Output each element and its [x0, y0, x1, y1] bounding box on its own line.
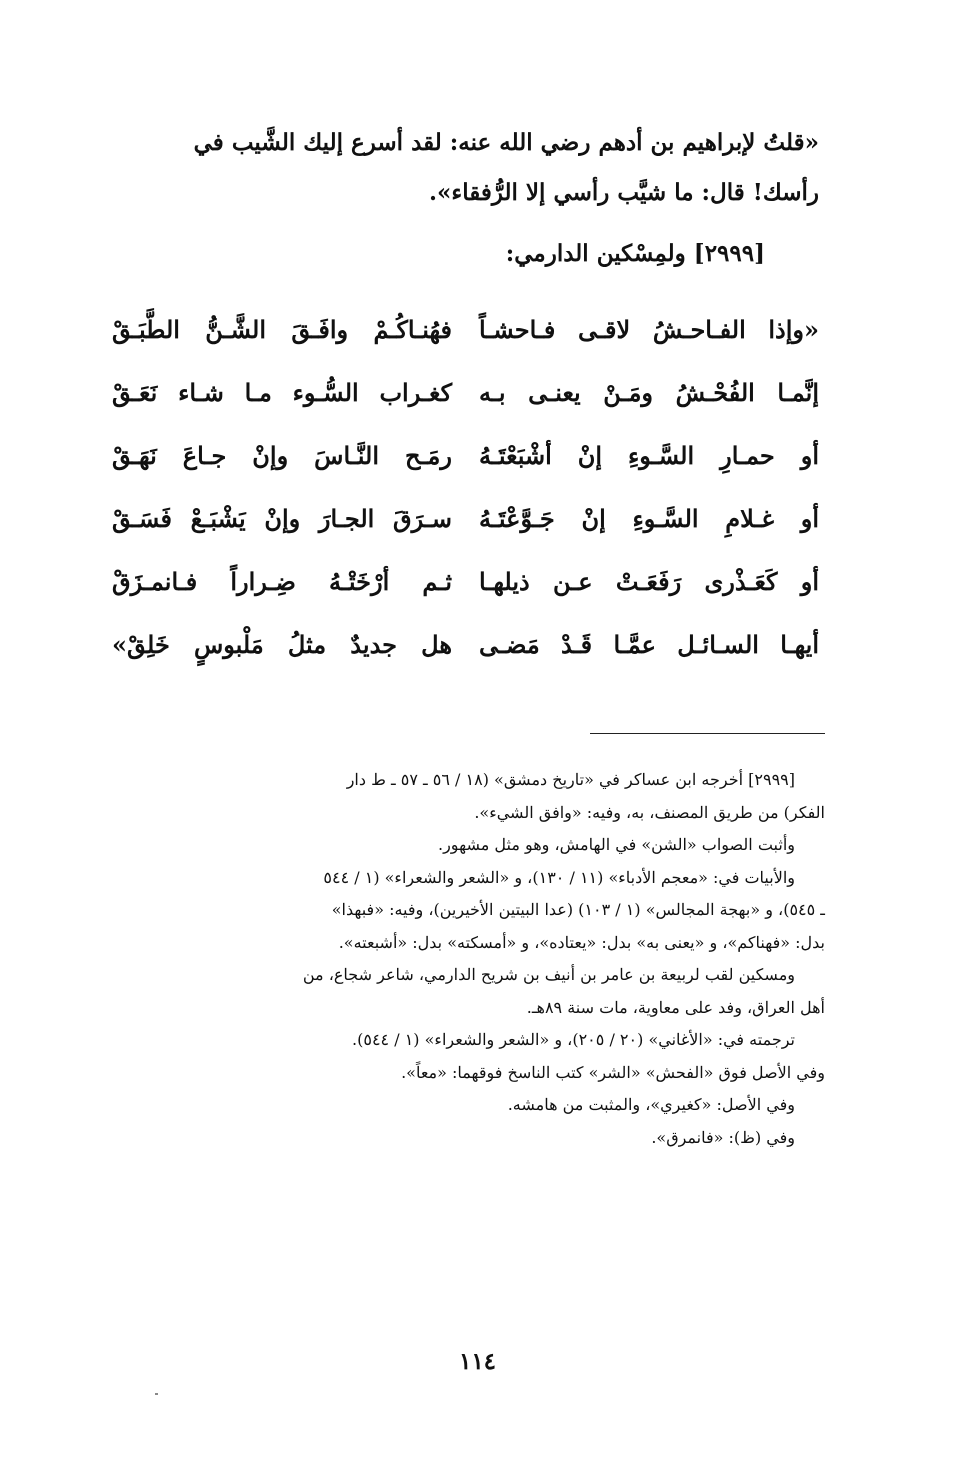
- verse-first-hemistich: أيهـا السـائـل عمَّـا قَـدْ مَضـى: [479, 630, 819, 659]
- footnote-line: وأثبت الصواب «الشن» في الهامش، وهو مثل مشهور.: [437, 835, 795, 854]
- footnotes: [113, 764, 825, 1154]
- verse-second-hemistich: هل جديدٌ مثلُ مَلْبوسٍ خَلِقْ»: [112, 630, 452, 659]
- verse-4: [112, 487, 819, 550]
- footnote-line: وفي الأصل فوق «الفحش» «الشر» كتب الناسخ فوقهما: «معاً».: [401, 1062, 825, 1082]
- footnote-line: وفي (ظ): «فانمرق».: [651, 1127, 795, 1147]
- verse-first-hemistich: أو كَعَـذْرى رَفَعَـتْ عـن ذيلهـا: [479, 567, 819, 596]
- scan-speck: [155, 1393, 158, 1395]
- verse-first-hemistich: أو غـلامِ السَّـوءِ إنْ جَـوَّعْتَـهُ: [479, 504, 819, 533]
- main-text: [99, 118, 819, 218]
- footnote-line: أهل العراق، وفد على معاوية، مات سنة ٨٩هـ.: [526, 997, 825, 1017]
- verse-second-hemistich: سـرَقَ الجـارَ وإنْ يَشْبَـعْ فَسَـقْ: [112, 504, 452, 533]
- footnote-line: ـ ٥٤٥)، و «بهجة المجالس» (١ / ١٠٣) (عدا البيتين الأخيرين)، وفيه: «فبهذا»: [331, 900, 825, 919]
- footnote-line: والأبيات في: «معجم الأدباء» (١١ / ١٣٠)، و «الشعر والشعراء» (١ / ٥٤٤: [323, 867, 795, 887]
- page-number: ١١٤: [458, 1348, 497, 1375]
- footnote-line: بدل: «فهناكم»، و «يعنى به» بدل: «يعتاده»، و «أمسكته» بدل: «أشبعته».: [338, 932, 825, 952]
- verse-first-hemistich: أو حمـارِ السَّـوءِ إنْ أشْبَعْتَـهُ: [479, 441, 819, 470]
- verse-1: [112, 298, 819, 361]
- verse-3: [112, 424, 819, 487]
- main-text-line-2: رأسك! قال: ما شيَّب رأسي إلا الرُّفقاء».: [429, 179, 819, 206]
- footnote-line: ترجمته في: «الأغاني» (٢٠ / ٢٠٥)، و «الشعر والشعراء» (١ / ٥٤٤).: [352, 1030, 795, 1049]
- footnote-line: [٢٩٩٩] أخرجه ابن عساكر في «تاريخ دمشق» (١٨ / ٥٦ ـ ٥٧ ـ ط دار: [346, 770, 795, 789]
- footnote-line: وفي الأصل: «كغيري»، والمثبت من هامشه.: [507, 1095, 795, 1114]
- poem-introduction: [٢٩٩٩] ولمِسْكين الدارمي:: [505, 240, 765, 267]
- verse-5: [112, 550, 819, 613]
- footnote-line: الفكر) من طريق المصنف، به، وفيه: «وافق الشيء».: [474, 802, 825, 822]
- verse-first-hemistich: إنَّمـا الفُحْـشُ ومَـنْ يعنـى بـه: [479, 378, 819, 407]
- verse-2: [112, 361, 819, 424]
- verse-second-hemistich: رمَـح النَّـاسَ وإنْ جـاعَ نَهَـقْ: [112, 441, 452, 470]
- poem: [112, 298, 819, 676]
- verse-second-hemistich: فهُنـاكُـمْ وافَـقَ الشَّـنُّ الطَّبَـقْ: [112, 315, 452, 344]
- verse-second-hemistich: ثـم أرْخَتْـهُ ضِـراراً فـانمـزَقْ: [112, 567, 452, 596]
- main-text-line-1: «قلتُ لإبراهيم بن أدهم رضي الله عنه: لقد أسرع إليك الشَّيب في: [193, 129, 819, 156]
- verse-6: [112, 613, 819, 676]
- footnote-separator: [590, 733, 825, 734]
- verse-first-hemistich: «وإذا الفـاحـشُ لاقـى فـاحشـاً: [479, 315, 819, 344]
- verse-second-hemistich: كغـراب السُّـوء مـا شـاء نَعَـقْ: [112, 378, 452, 407]
- footnote-line: ومسكين لقب لربيعة بن عامر بن أنيف بن شريح الدارمي، شاعر شجاع، من: [302, 965, 795, 984]
